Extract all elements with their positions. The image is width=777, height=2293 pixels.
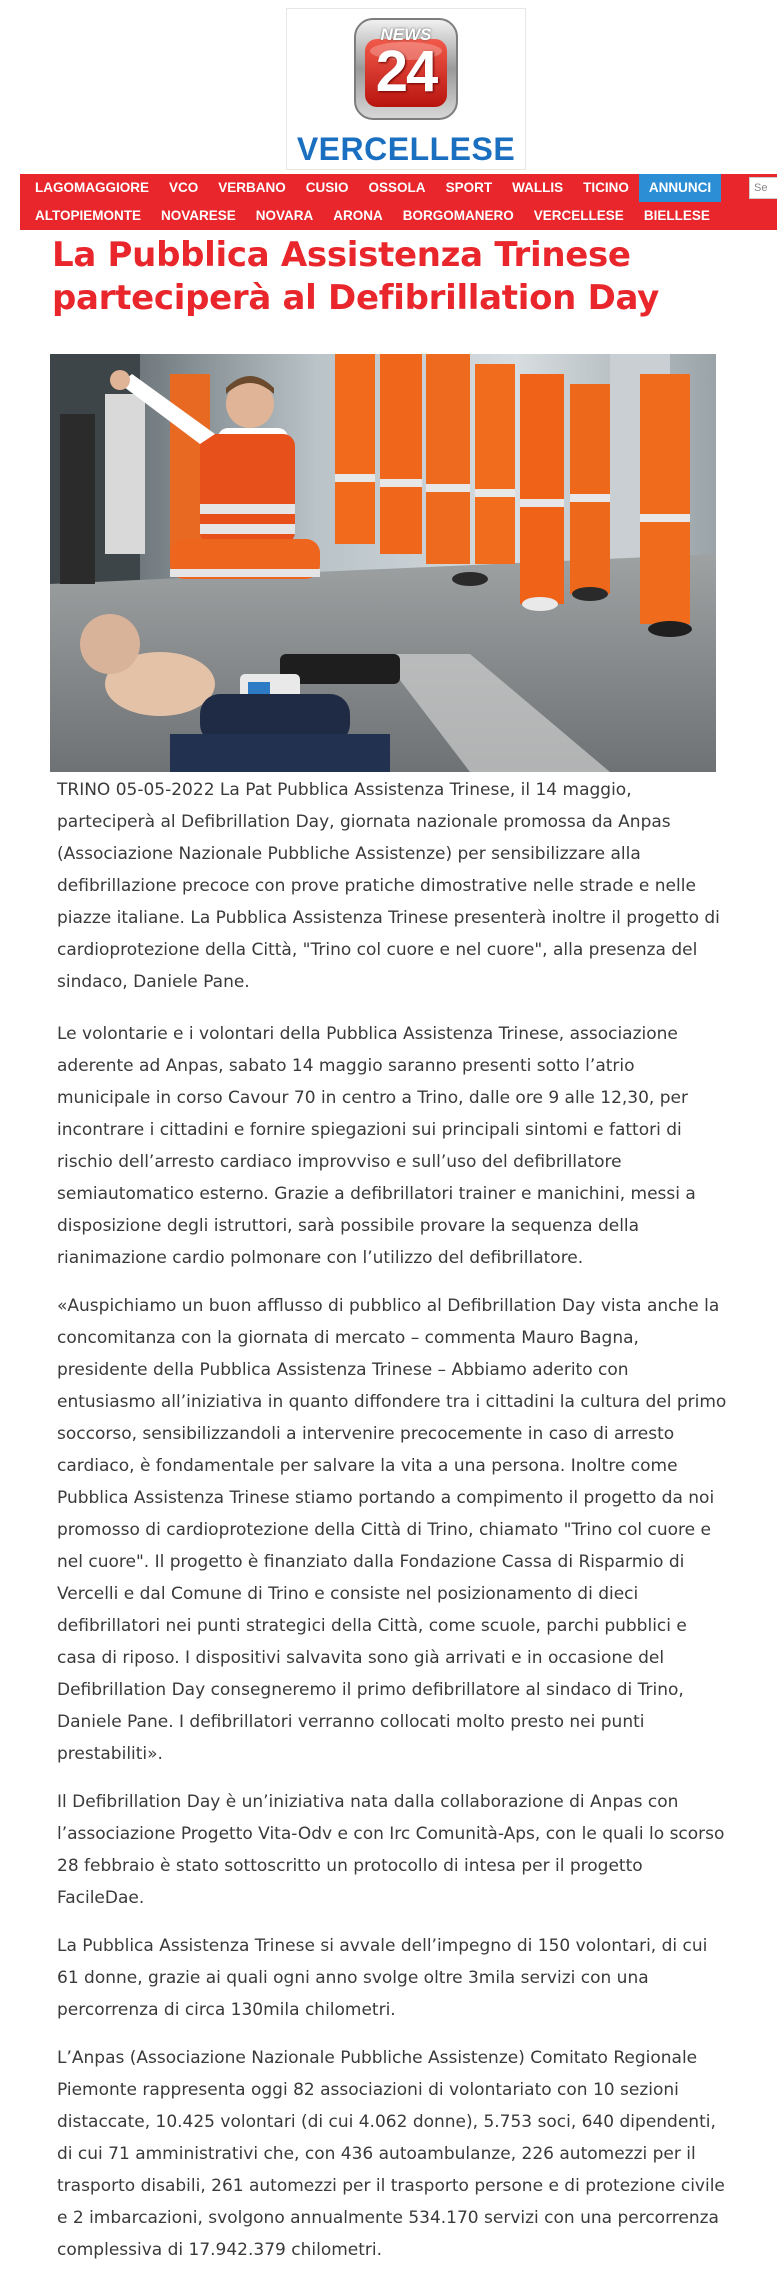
nav-item-borgomanero[interactable]: BORGOMANERO [402,208,514,223]
nav-item-biellese[interactable]: BIELLESE [643,208,710,223]
nav-item-ticino[interactable]: TICINO [583,180,629,195]
badge-top-text: NEWS [380,25,432,44]
nav-item-arona[interactable]: ARONA [333,208,383,223]
article-paragraph-4: Il Defibrillation Day è un’iniziativa nata dalla collaborazione di Anpas con l’associazione Progetto Vita-Odv e con Irc Comunità-Aps, con le quali lo scorso 28 febbraio è stato sottoscritto un protocollo di intesa per il progetto FacileDae. [57,1792,725,1908]
article-body [57,774,727,2282]
nav-item-altopiemonte[interactable]: ALTOPIEMONTE [35,208,142,223]
nav-item-lagomaggiore[interactable]: LAGOMAGGIORE [35,180,149,195]
logo-wordmark: VERCELLESE [296,131,516,167]
article-title: La Pubblica Assistenza Trinese parteciperà al Defibrillation Day [52,235,659,318]
nav-item-vercellese[interactable]: VERCELLESE [533,208,624,223]
nav-item-ossola[interactable]: OSSOLA [368,180,426,195]
nav-item-novara[interactable]: NOVARA [255,208,314,223]
nav-item-verbano[interactable]: VERBANO [218,180,286,195]
article-paragraph-1: TRINO 05-05-2022 La Pat Pubblica Assistenza Trinese, il 14 maggio, parteciperà al Defibrillation Day, giornata nazionale promossa da Anpas (Associazione Nazionale Pubbliche Assistenze) per sensibilizzare alla defibrillazione precoce con prove pratiche dimostrative nelle strade e nelle piazze italiane. La Pubblica Assistenza Trinese presenterà inoltre il progetto di cardioprotezione della Città, "Trino col cuore e nel cuore", alla presenza del sindaco, Daniele Pane. [57,780,720,992]
nav-item-cusio[interactable]: CUSIO [305,180,349,195]
nav-item-vco[interactable]: VCO [169,180,199,195]
search-input[interactable] [749,177,777,199]
badge-number: 24 [375,39,437,104]
nav-item-novarese[interactable]: NOVARESE [161,208,236,223]
nav-item-annunci[interactable]: ANNUNCI [639,174,721,202]
article-photo [50,354,716,772]
article-paragraph-6: L’Anpas (Associazione Nazionale Pubbliche Assistenze) Comitato Regionale Piemonte rappresenta oggi 82 associazioni di volontariato con 10 sezioni distaccate, 10.425 volontari (di cui 4.062 donne), 5.753 soci, 640 dipendenti, di cui 71 amministrativi che, con 436 autoambulanze, 226 automezzi per il trasporto disabili, 261 automezzi per il trasporto persone e di protezione civile e 2 imbarcazioni, svolgono annualmente 534.170 servizi con una percorrenza complessiva di 17.942.379 chilometri. [57,2048,725,2260]
nav-row-2 [20,202,777,230]
nav-item-wallis[interactable]: WALLIS [512,180,564,195]
cpr-training-photo [50,354,716,772]
article-paragraph-2: Le volontarie e i volontari della Pubblica Assistenza Trinese, associazione aderente ad Anpas, sabato 14 maggio saranno presenti sotto l’atrio municipale in corso Cavour 70 in centro a Trino, dalle ore 9 alle 12,30, per incontrare i cittadini e fornire spiegazioni sui principali sintomi e fattori di rischio dell’arresto cardiaco improvviso e sull’uso del defibrillatore semiautomatico esterno. Grazie a defibrillatori trainer e manichini, messi a disposizione degli istruttori, sarà possibile provare la sequenza della rianimazione cardio polmonare con l’utilizzo del defibrillatore. [57,1024,696,1268]
nav-row-1 [20,174,777,202]
article-paragraph-5: La Pubblica Assistenza Trinese si avvale dell’impegno di 150 volontari, di cui 61 donne, grazie ai quali ogni anno svolge oltre 3mila servizi con una percorrenza di circa 130mila chilometri. [57,1936,708,2020]
nav-item-sport[interactable]: SPORT [445,180,493,195]
article-paragraph-3: «Auspichiamo un buon afflusso di pubblico al Defibrillation Day vista anche la concomitanza con la giornata di mercato – commenta Mauro Bagna, presidente della Pubblica Assistenza Trinese – Abbiamo aderito con entusiasmo all’iniziativa in quanto diffondere tra i cittadini la cultura del primo soccorso, sensibilizzandoli a intervenire precocemente in caso di arresto cardiaco, è fondamentale per salvare la vita a una persona. Inoltre come Pubblica Assistenza Trinese stiamo portando a compimento il progetto da noi promosso di cardioprotezione della Città di Trino, chiamato "Trino col cuore e nel cuore". Il progetto è finanziato dalla Fondazione Cassa di Risparmio di Vercelli e dal Comune di Trino e consiste nel posizionamento di dieci defibrillatori nei punti strategici della Città, come scuole, parchi pubblici e casa di riposo. I dispositivi salvavita sono già arrivati e in occasione del Defibrillation Day consegneremo il primo defibrillatore al sindaco di Trino, Daniele Pane. I defibrillatori verranno collocati molto presto nei punti prestabiliti». [57,1296,727,1764]
main-navigation [20,174,777,230]
site-logo[interactable] [286,8,526,170]
